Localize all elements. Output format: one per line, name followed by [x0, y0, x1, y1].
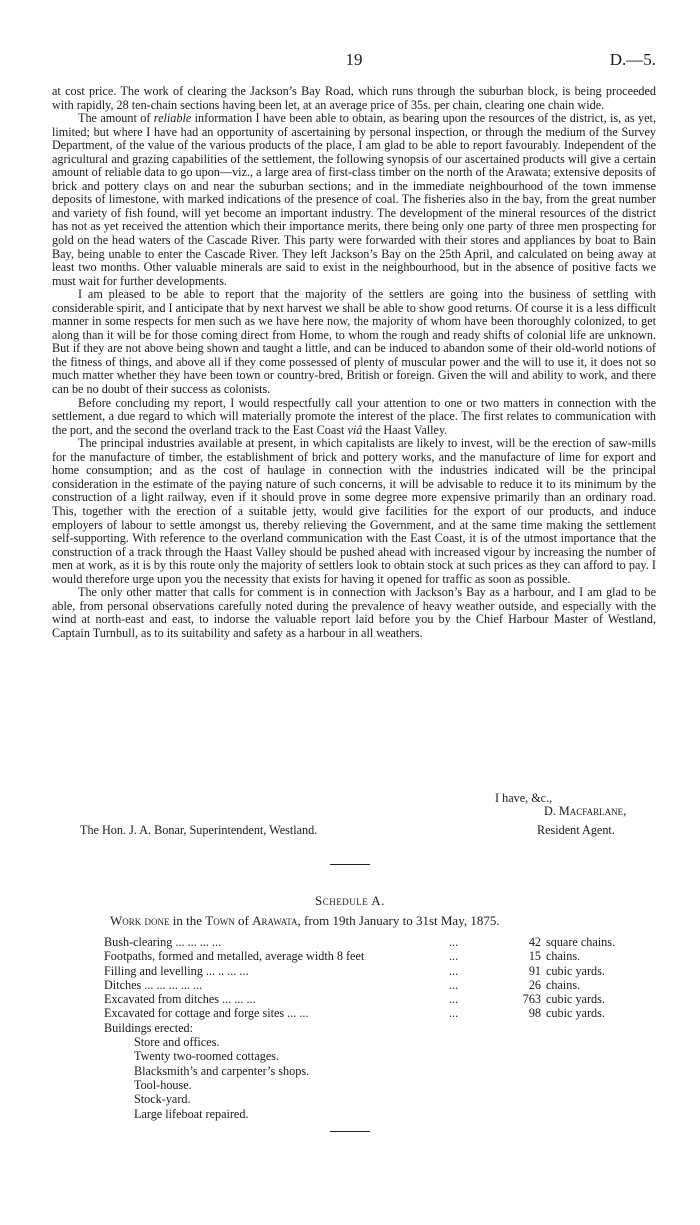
row-quantity: 15 [528, 949, 541, 964]
row-quantity: 42 [528, 935, 541, 949]
row-unit: cubic yards. [546, 1006, 605, 1021]
paragraph-1: at cost price. The work of clearing the Jackson’s Bay Road, which runs through the suburban block, is being proceeded with rapidly, 28 ten-chain sections having been let, at an average price of 35s. per chain, clearing one chain wide. [52, 84, 656, 112]
row-label: Filling and levelling ... .. ... ... [104, 963, 249, 978]
row-leader: ... [449, 935, 459, 949]
report-body [52, 85, 656, 640]
row-quantity: 98 [528, 1006, 541, 1021]
row-unit: cubic yards. [546, 992, 605, 1007]
schedule-title-part-6: , from 19th January to 31st May, 1875. [297, 913, 500, 928]
row-leader: ... [449, 992, 459, 1007]
schedule-title-part-5: Arawata [252, 913, 298, 928]
table-row [104, 964, 624, 978]
row-label: Excavated for cottage and forge sites ... ... [104, 1006, 309, 1021]
buildings-label: Buildings erected: [104, 1020, 194, 1035]
list-item: Store and offices. [134, 1035, 220, 1050]
addressee: The Hon. J. A. Bonar, Superintendent, Westland. [80, 823, 318, 837]
paragraph-5: The principal industries available at present, in which capitalists are likely to invest, will be the erection of saw-mills for the manufacture of timber, the establishment of brick and pottery works, and the manufacture of lime for export and home consumption; and as the cost of haulage in connection with the industries indicated will be the principal consideration in the estimate of the paying nature of such concerns, it will be advisable to reduce it to its minimum by the construction of a light railway, even if it should prove in some degree more expensive primarily than an ordinary road. This, together with the erection of a suitable jetty, would give facilities for the export of our products, and induce employers of labour to settle amongst us, thereby relieving the Government, and at the same time making the settlement self-supporting. With reference to the overland communication with the East Coast, it is of the utmost importance that the construction of a track through the Haast Valley should be pushed ahead with increased vigour by increasing the number of men at work, as it is by this route only the majority of settlers look to obtain stock at such prices as they can afford to pay. I would therefore urge upon you the necessity that exists for having it opened for traffic as soon as possible. [52, 436, 656, 586]
list-item: Large lifeboat repaired. [134, 1106, 249, 1121]
paragraph-6: The only other matter that calls for comment is in connection with Jackson’s Bay as a harbour, and I am glad to be able, from personal observations carefully noted during the prevalence of heavy weather outside, and especially with the wind at north-east and east, to indorse the valuable report laid before you by the Chief Harbour Master of Westland, Captain Turnbull, as to its suitability and safety as a harbour in all weathers. [52, 585, 656, 640]
list-item: Tool-house. [134, 1077, 192, 1092]
schedule-title-part-2: in the [169, 913, 206, 928]
paragraph-3: I am pleased to be able to report that the majority of the settlers are going into the business of settling with considerable spirit, and I anticipate that by next harvest we shall be able to show good returns. Of course it is a less difficult manner in some respects for men such as we have here now, the majority of whom have been thoroughly colonized, to get along than it will be for those coming direct from Home, to whom the rough and ready shifts of colonial life are unknown. But if they are not above being shown and taught a little, and can be induced to abandon some of their old-world notions of the fitness of things, and above all if they come possessed of plenty of muscular power and the will to use it, it does not so much matter whether they have been town or country-bred, British or foreign. Given the will and ability to work, and there can be no doubt of their success as colonists. [52, 287, 656, 397]
divider-rule-top [330, 864, 370, 865]
table-row [104, 992, 624, 1006]
paragraph-4-rest: the Haast Valley. [362, 422, 448, 437]
closing-line: I have, &c., [495, 791, 553, 805]
table-row [104, 949, 624, 963]
buildings-heading [104, 1021, 624, 1035]
paragraph-2-start: The amount of [78, 111, 154, 126]
row-label: Footpaths, formed and metalled, average width 8 feet [104, 949, 365, 964]
paragraph-2 [52, 112, 656, 288]
paragraph-2-emphasis: reliable [153, 111, 192, 126]
row-leader: ... [449, 963, 459, 978]
row-label: Ditches ... ... ... ... ... [104, 977, 203, 992]
paragraph-4 [52, 397, 656, 438]
row-unit: square chains. [546, 935, 616, 949]
list-item: Stock-yard. [134, 1092, 191, 1107]
table-row [104, 1006, 624, 1020]
schedule-title-part-4: of [234, 913, 253, 928]
work-done-table [104, 935, 624, 1121]
page-header [52, 50, 656, 74]
row-unit: chains. [546, 949, 581, 964]
schedule-title [110, 913, 500, 929]
row-quantity: 91 [528, 963, 541, 978]
paragraph-4-start: Before concluding my report, I would respectfully call your attention to one or two matters in connection with the settlement, a due regard to which will materially promote the interest of the place. The first relates to communication with the port, and the second the overland track to the East Coast [52, 395, 656, 437]
table-row [104, 978, 624, 992]
table-row [104, 935, 624, 949]
row-quantity: 763 [522, 992, 541, 1007]
document-reference: D.—5. [609, 50, 656, 69]
divider-rule-bottom [330, 1131, 370, 1132]
row-leader: ... [449, 949, 459, 964]
signatory-title: Resident Agent. [537, 823, 615, 837]
row-unit: chains. [546, 977, 581, 992]
row-label: Bush-clearing ... ... ... ... [104, 935, 222, 949]
page-number: 19 [345, 50, 363, 69]
list-item: Twenty two-roomed cottages. [134, 1049, 280, 1064]
row-label: Excavated from ditches ... ... ... [104, 992, 256, 1007]
row-leader: ... [449, 1006, 459, 1021]
paragraph-2-rest: information I have been able to obtain, as bearing upon the resources of the district, is, as yet, limited; but where I have had an opportunity of ascertaining by personal inspection, or through the medium of the Survey Department, of the value of the various products of the place, I am glad to be able to report favourably. Independent of the agricultural and grazing capabilities of the settlement, the following synopsis of our ascertained products will give a certain amount of reliable data to go upon—viz., a large area of first-class timber on the north of the Arawata; extensive deposits of brick and pottery clays on and near the suburban sections; and in the immediate neighbourhood of the town immense deposits of limestone, with marked indications of the presence of coal. The fisheries also in the bay, from the great number and variety of fish found, will yet become an important industry. The development of the mineral resources of the district has not as yet received the attention which their importance merits, there being only one party of three men prospecting for gold on the head waters of the Cascade River. This party were forwarded with their stores and appliances by boat to Bain Bay, being unable to enter the Cascade River. They left Jackson’s Bay on the 25th April, and calculated on being away at least two months. Other valuable minerals are said to exist in the neighbourhood, but in the absence of positive facts we must wait for further developments. [52, 111, 656, 288]
list-item: Blacksmith’s and carpenter’s shops. [134, 1063, 310, 1078]
signoff-block [52, 792, 656, 852]
schedule-title-part-3: Town [205, 913, 235, 928]
schedule-heading: Schedule A. [315, 893, 385, 908]
row-quantity: 26 [528, 977, 541, 992]
row-leader: ... [449, 977, 459, 992]
paragraph-4-emphasis: viâ [347, 422, 363, 437]
signatory-name: D. Macfarlane, [544, 804, 627, 818]
row-unit: cubic yards. [546, 963, 605, 978]
schedule-title-part-1: Work done [110, 913, 170, 928]
